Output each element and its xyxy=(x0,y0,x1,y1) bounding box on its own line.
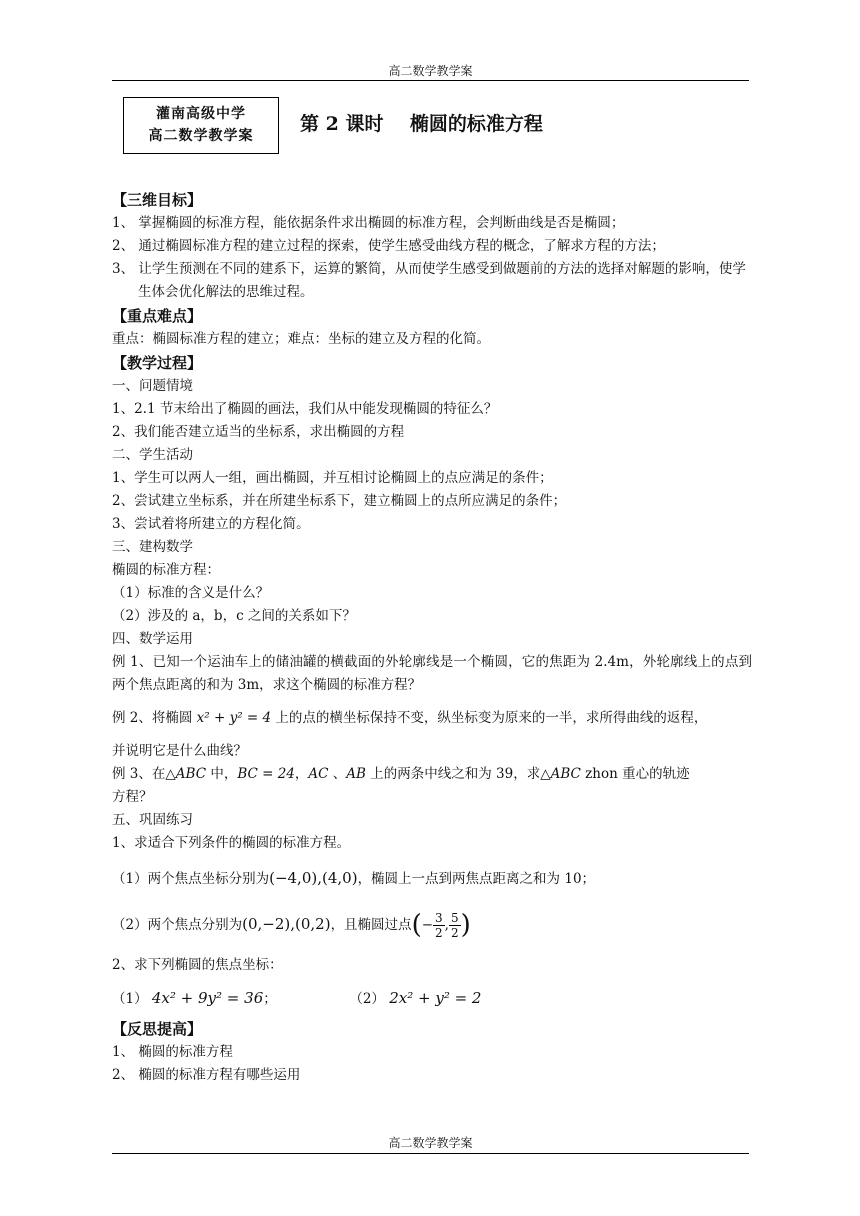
math-equation: 4x² + 9y² = 36 xyxy=(151,989,264,1007)
paren-right: ) xyxy=(460,910,471,940)
header-rule xyxy=(112,80,749,81)
math-equation: 2x² + y² = 2 xyxy=(389,989,482,1007)
list-item: 2、尝试建立坐标系，并在所建坐标系下，建立椭圆上的点所应满足的条件； xyxy=(112,493,567,509)
list-item: 1、2.1 节末给出了椭圆的画法，我们从中能发现椭圆的特征么？ xyxy=(112,401,498,417)
list-item: （1）标准的含义是什么？ xyxy=(112,585,270,601)
math-equation: BC = 24 xyxy=(237,766,295,782)
math-equation: x² + y² = 4 xyxy=(196,710,272,726)
math-triangle: △ABC xyxy=(165,766,207,782)
math-points: (−4,0),(4,0) xyxy=(269,869,358,887)
section-heading-key: 【重点难点】 xyxy=(112,307,203,325)
example-2: 例 2、将椭圆 x² + y² = 4 上的点的横坐标保持不变，纵坐标变为原来的一半，求所得曲线的返程， xyxy=(112,710,708,726)
math-triangle: △ABC xyxy=(540,766,581,782)
example-3-cont: 方程？ xyxy=(112,789,153,805)
exercise-1b: （2）两个焦点分别为(0,−2),(0,2)，且椭圆过点(− $\frac{3}{2}$ , $\frac{5}{2}$ ) xyxy=(112,910,471,940)
exercise-2: 2、求下列椭圆的焦点坐标： xyxy=(112,957,283,973)
exercise-1a: （1）两个焦点坐标分别为(−4,0),(4,0)，椭圆上一点到两焦点距离之和为 10； xyxy=(112,869,596,887)
exercise-2-items: （1） 4x² + 9y² = 36； （2） 2x² + y² = 2 xyxy=(112,989,482,1007)
school-box xyxy=(123,97,279,154)
example-2-cont: 并说明它是什么曲线？ xyxy=(112,743,247,759)
fraction: $\frac{3}{2}$ xyxy=(435,911,443,940)
paren-left: ( xyxy=(411,910,422,940)
subsection-title: 一、问题情境 xyxy=(112,378,193,394)
goal-item: 2、 通过椭圆标准方程的建立过程的探索，使学生感受曲线方程的概念，了解求方程的方法； xyxy=(112,238,665,254)
school-name: 灌南高级中学 xyxy=(156,106,246,122)
page-header: 高二数学教学案 xyxy=(388,64,473,78)
list-item: （2）涉及的 a，b，c 之间的关系如下？ xyxy=(112,608,356,624)
example-3: 例 3、在△ABC 中，BC = 24，AC 、AB 上的两条中线之和为 39，求△ABC zhon 重心的轨迹 xyxy=(112,766,690,782)
page-footer: 高二数学教学案 xyxy=(388,1136,473,1150)
key-text: 重点：椭圆标准方程的建立；难点：坐标的建立及方程的化简。 xyxy=(112,331,490,347)
subsection-title: 四、数学运用 xyxy=(112,631,193,647)
subsection-title: 二、学生活动 xyxy=(112,447,193,463)
lesson-title: 第 2 课时 椭圆的标准方程 xyxy=(300,113,543,135)
section-heading-goals: 【三维目标】 xyxy=(112,191,203,209)
goal-item: 3、 让学生预测在不同的建系下，运算的繁简，从而使学生感受到做题前的方法的选择对解题的影响，使学生体会优化解法的思维过程。 xyxy=(112,261,746,300)
subsection-title: 三、建构数学 xyxy=(112,539,193,555)
goal-item: 1、 掌握椭圆的标准方程，能依据条件求出椭圆的标准方程，会判断曲线是否是椭圆； xyxy=(112,215,625,231)
document-body xyxy=(112,188,752,1087)
subsection-intro: 椭圆的标准方程： xyxy=(112,562,220,578)
exercise-1: 1、求适合下列条件的椭圆的标准方程。 xyxy=(112,835,351,851)
footer-rule xyxy=(112,1153,749,1154)
math-points: (0,−2),(0,2) xyxy=(242,915,331,933)
subsection-title: 五、巩固练习 xyxy=(112,812,193,828)
section-heading-reflect: 【反思提高】 xyxy=(112,1020,203,1038)
list-item: 2、我们能否建立适当的坐标系，求出椭圆的方程 xyxy=(112,424,405,440)
reflect-item: 1、 椭圆的标准方程 xyxy=(112,1044,233,1060)
list-item: 1、学生可以两人一组，画出椭圆，并互相讨论椭圆上的点应满足的条件； xyxy=(112,470,553,486)
section-heading-process: 【教学过程】 xyxy=(112,354,203,372)
school-subtitle: 高二数学教学案 xyxy=(148,128,254,144)
reflect-item: 2、 椭圆的标准方程有哪些运用 xyxy=(112,1067,301,1083)
example-1: 例 1、已知一个运油车上的储油罐的横截面的外轮廓线是一个椭圆，它的焦距为 2.4m，外轮廓线上的点到两个焦点距离的和为 3m，求这个椭圆的标准方程？ xyxy=(112,654,752,693)
fraction: $\frac{5}{2}$ xyxy=(450,911,459,940)
list-item: 3、尝试着将所建立的方程化简。 xyxy=(112,516,310,532)
